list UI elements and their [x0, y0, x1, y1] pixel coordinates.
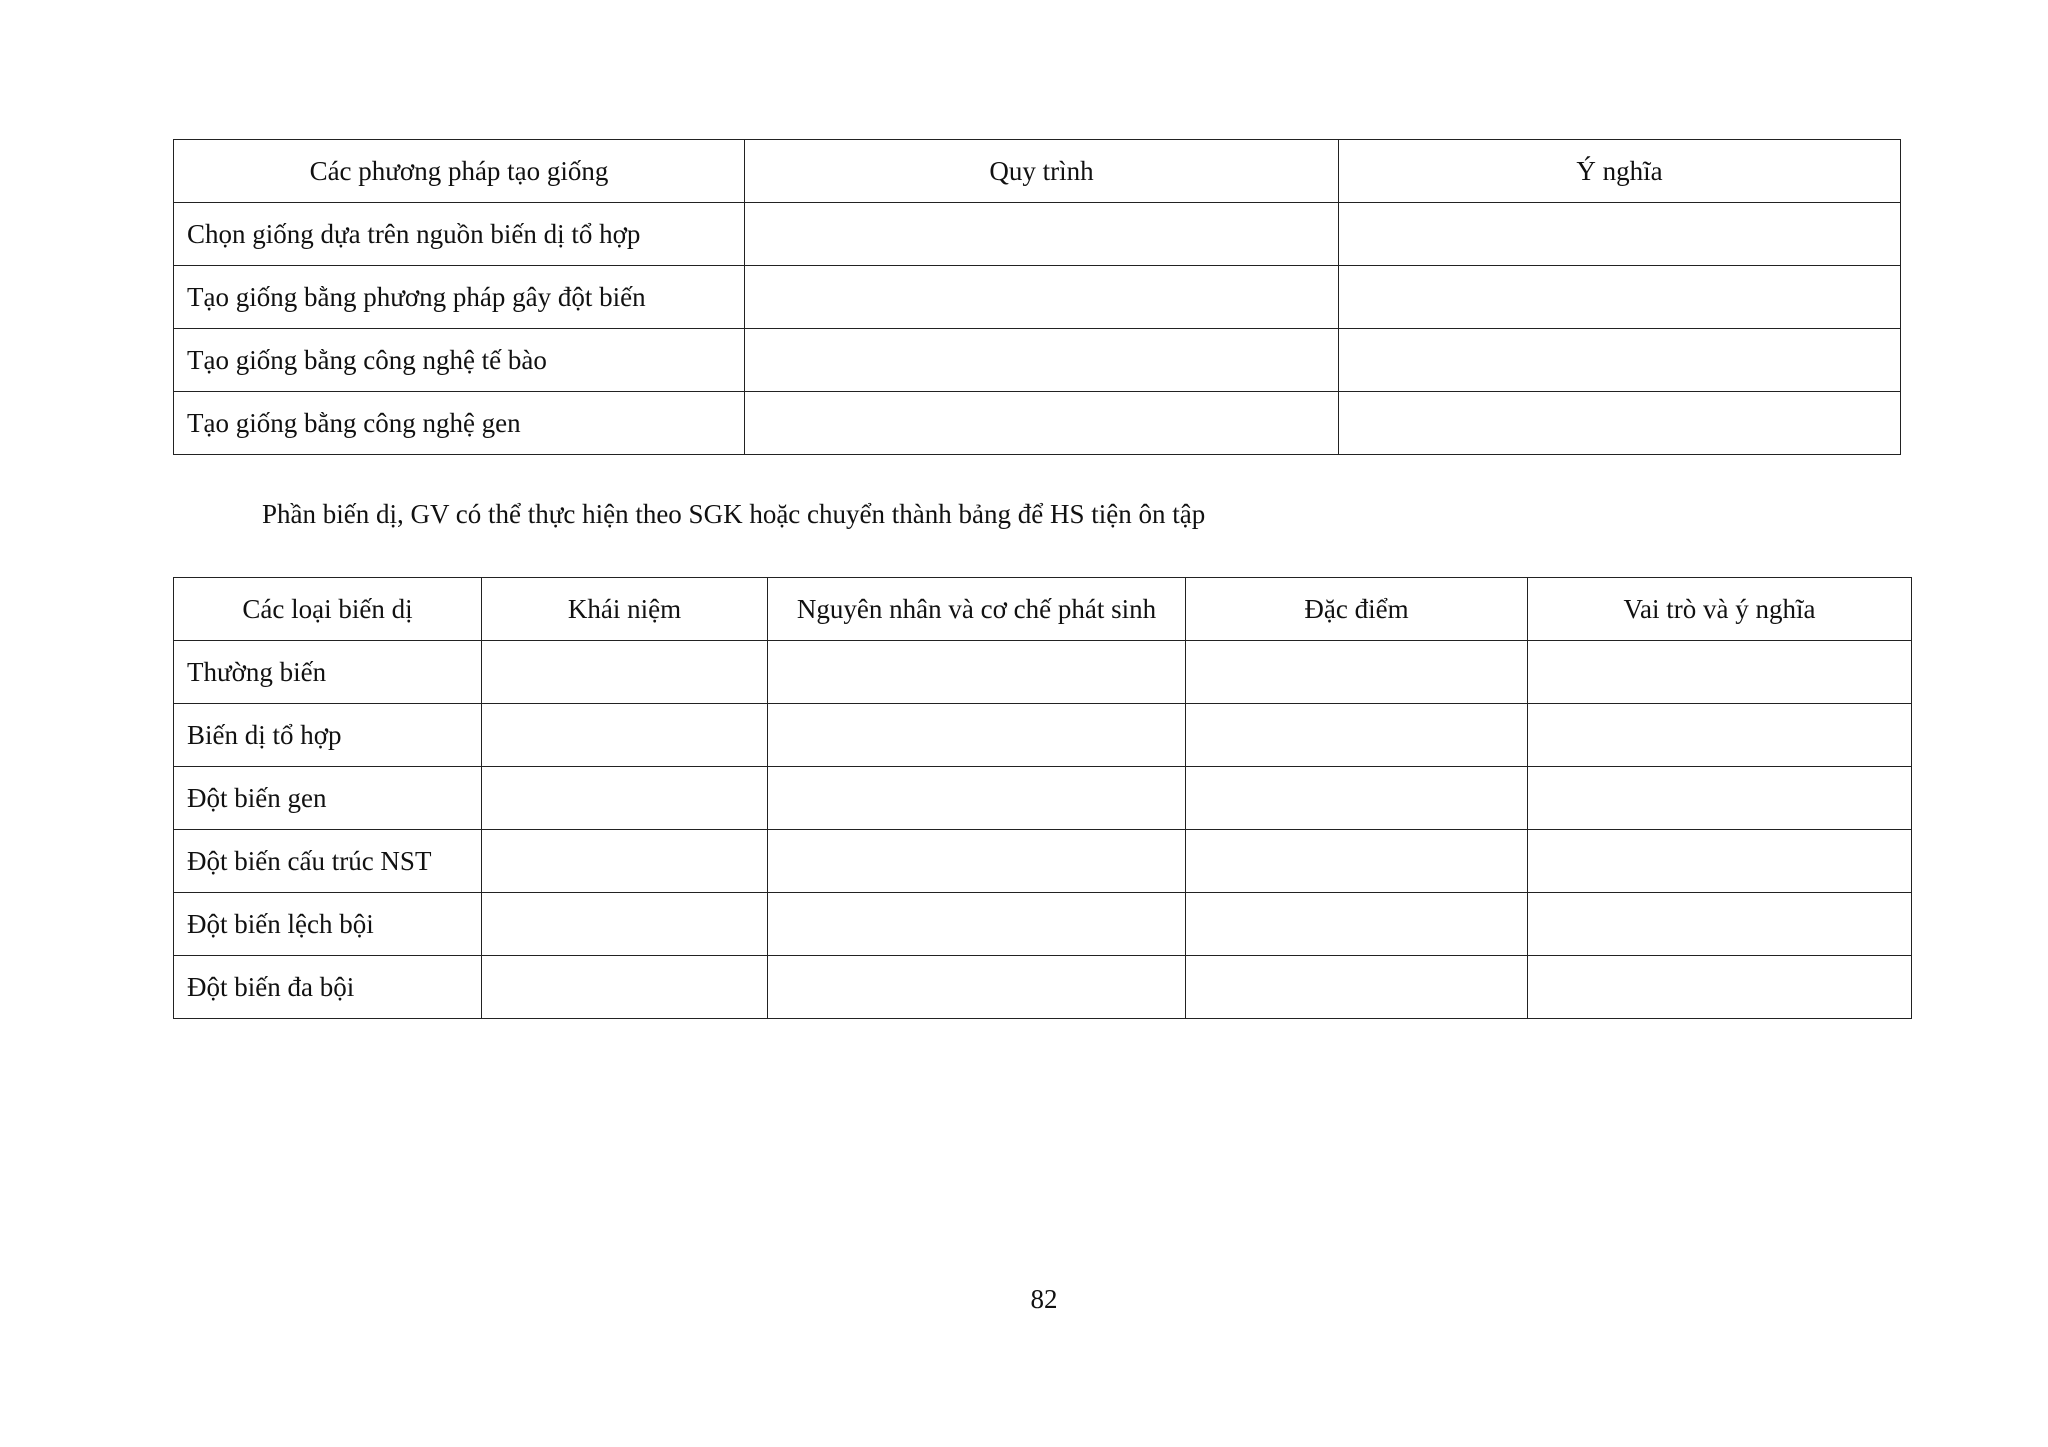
empty-cell	[1528, 767, 1912, 830]
variation-types-table	[173, 577, 1912, 1019]
header-role-meaning: Vai trò và ý nghĩa	[1528, 578, 1912, 641]
table-row	[174, 956, 1912, 1019]
table-row	[174, 893, 1912, 956]
empty-cell	[482, 767, 768, 830]
row-label: Chọn giống dựa trên nguồn biến dị tổ hợp	[174, 203, 745, 266]
empty-cell	[482, 893, 768, 956]
empty-cell	[768, 830, 1186, 893]
empty-cell	[1528, 956, 1912, 1019]
empty-cell	[745, 266, 1339, 329]
empty-cell	[1339, 266, 1901, 329]
empty-cell	[1528, 641, 1912, 704]
empty-cell	[1186, 830, 1528, 893]
empty-cell	[482, 704, 768, 767]
row-label: Thường biến	[174, 641, 482, 704]
page-number: 82	[1030, 1284, 1058, 1314]
header-methods: Các phương pháp tạo giống	[174, 140, 745, 203]
empty-cell	[768, 704, 1186, 767]
table-row	[174, 266, 1901, 329]
header-cause-mechanism: Nguyên nhân và cơ chế phát sinh	[768, 578, 1186, 641]
empty-cell	[1528, 704, 1912, 767]
empty-cell	[768, 641, 1186, 704]
table-row	[174, 704, 1912, 767]
row-label: Đột biến lệch bội	[174, 893, 482, 956]
empty-cell	[1186, 893, 1528, 956]
breeding-methods-table	[173, 139, 1901, 455]
empty-cell	[1186, 956, 1528, 1019]
row-label: Đột biến cấu trúc NST	[174, 830, 482, 893]
page-number-container	[0, 1284, 2048, 1315]
row-label: Tạo giống bằng công nghệ gen	[174, 392, 745, 455]
table-row	[174, 203, 1901, 266]
empty-cell	[1528, 830, 1912, 893]
empty-cell	[1186, 704, 1528, 767]
table-row	[174, 830, 1912, 893]
empty-cell	[482, 830, 768, 893]
row-label: Đột biến đa bội	[174, 956, 482, 1019]
header-concept: Khái niệm	[482, 578, 768, 641]
note-paragraph: Phần biến dị, GV có thể thực hiện theo SGK hoặc chuyển thành bảng để HS tiện ôn tập	[262, 499, 1206, 529]
empty-cell	[745, 392, 1339, 455]
table-row	[174, 641, 1912, 704]
row-label: Đột biến gen	[174, 767, 482, 830]
row-label: Biến dị tổ hợp	[174, 704, 482, 767]
empty-cell	[768, 893, 1186, 956]
row-label: Tạo giống bằng công nghệ tế bào	[174, 329, 745, 392]
row-label: Tạo giống bằng phương pháp gây đột biến	[174, 266, 745, 329]
empty-cell	[482, 641, 768, 704]
header-meaning: Ý nghĩa	[1339, 140, 1901, 203]
empty-cell	[745, 329, 1339, 392]
empty-cell	[1339, 392, 1901, 455]
table-row	[174, 329, 1901, 392]
header-process: Quy trình	[745, 140, 1339, 203]
header-variation-types: Các loại biến dị	[174, 578, 482, 641]
table-row	[174, 392, 1901, 455]
empty-cell	[482, 956, 768, 1019]
empty-cell	[1186, 767, 1528, 830]
empty-cell	[745, 203, 1339, 266]
empty-cell	[1528, 893, 1912, 956]
header-characteristics: Đặc điểm	[1186, 578, 1528, 641]
empty-cell	[1186, 641, 1528, 704]
empty-cell	[1339, 203, 1901, 266]
table-header-row	[174, 140, 1901, 203]
empty-cell	[768, 767, 1186, 830]
empty-cell	[1339, 329, 1901, 392]
empty-cell	[768, 956, 1186, 1019]
table-row	[174, 767, 1912, 830]
table-header-row	[174, 578, 1912, 641]
